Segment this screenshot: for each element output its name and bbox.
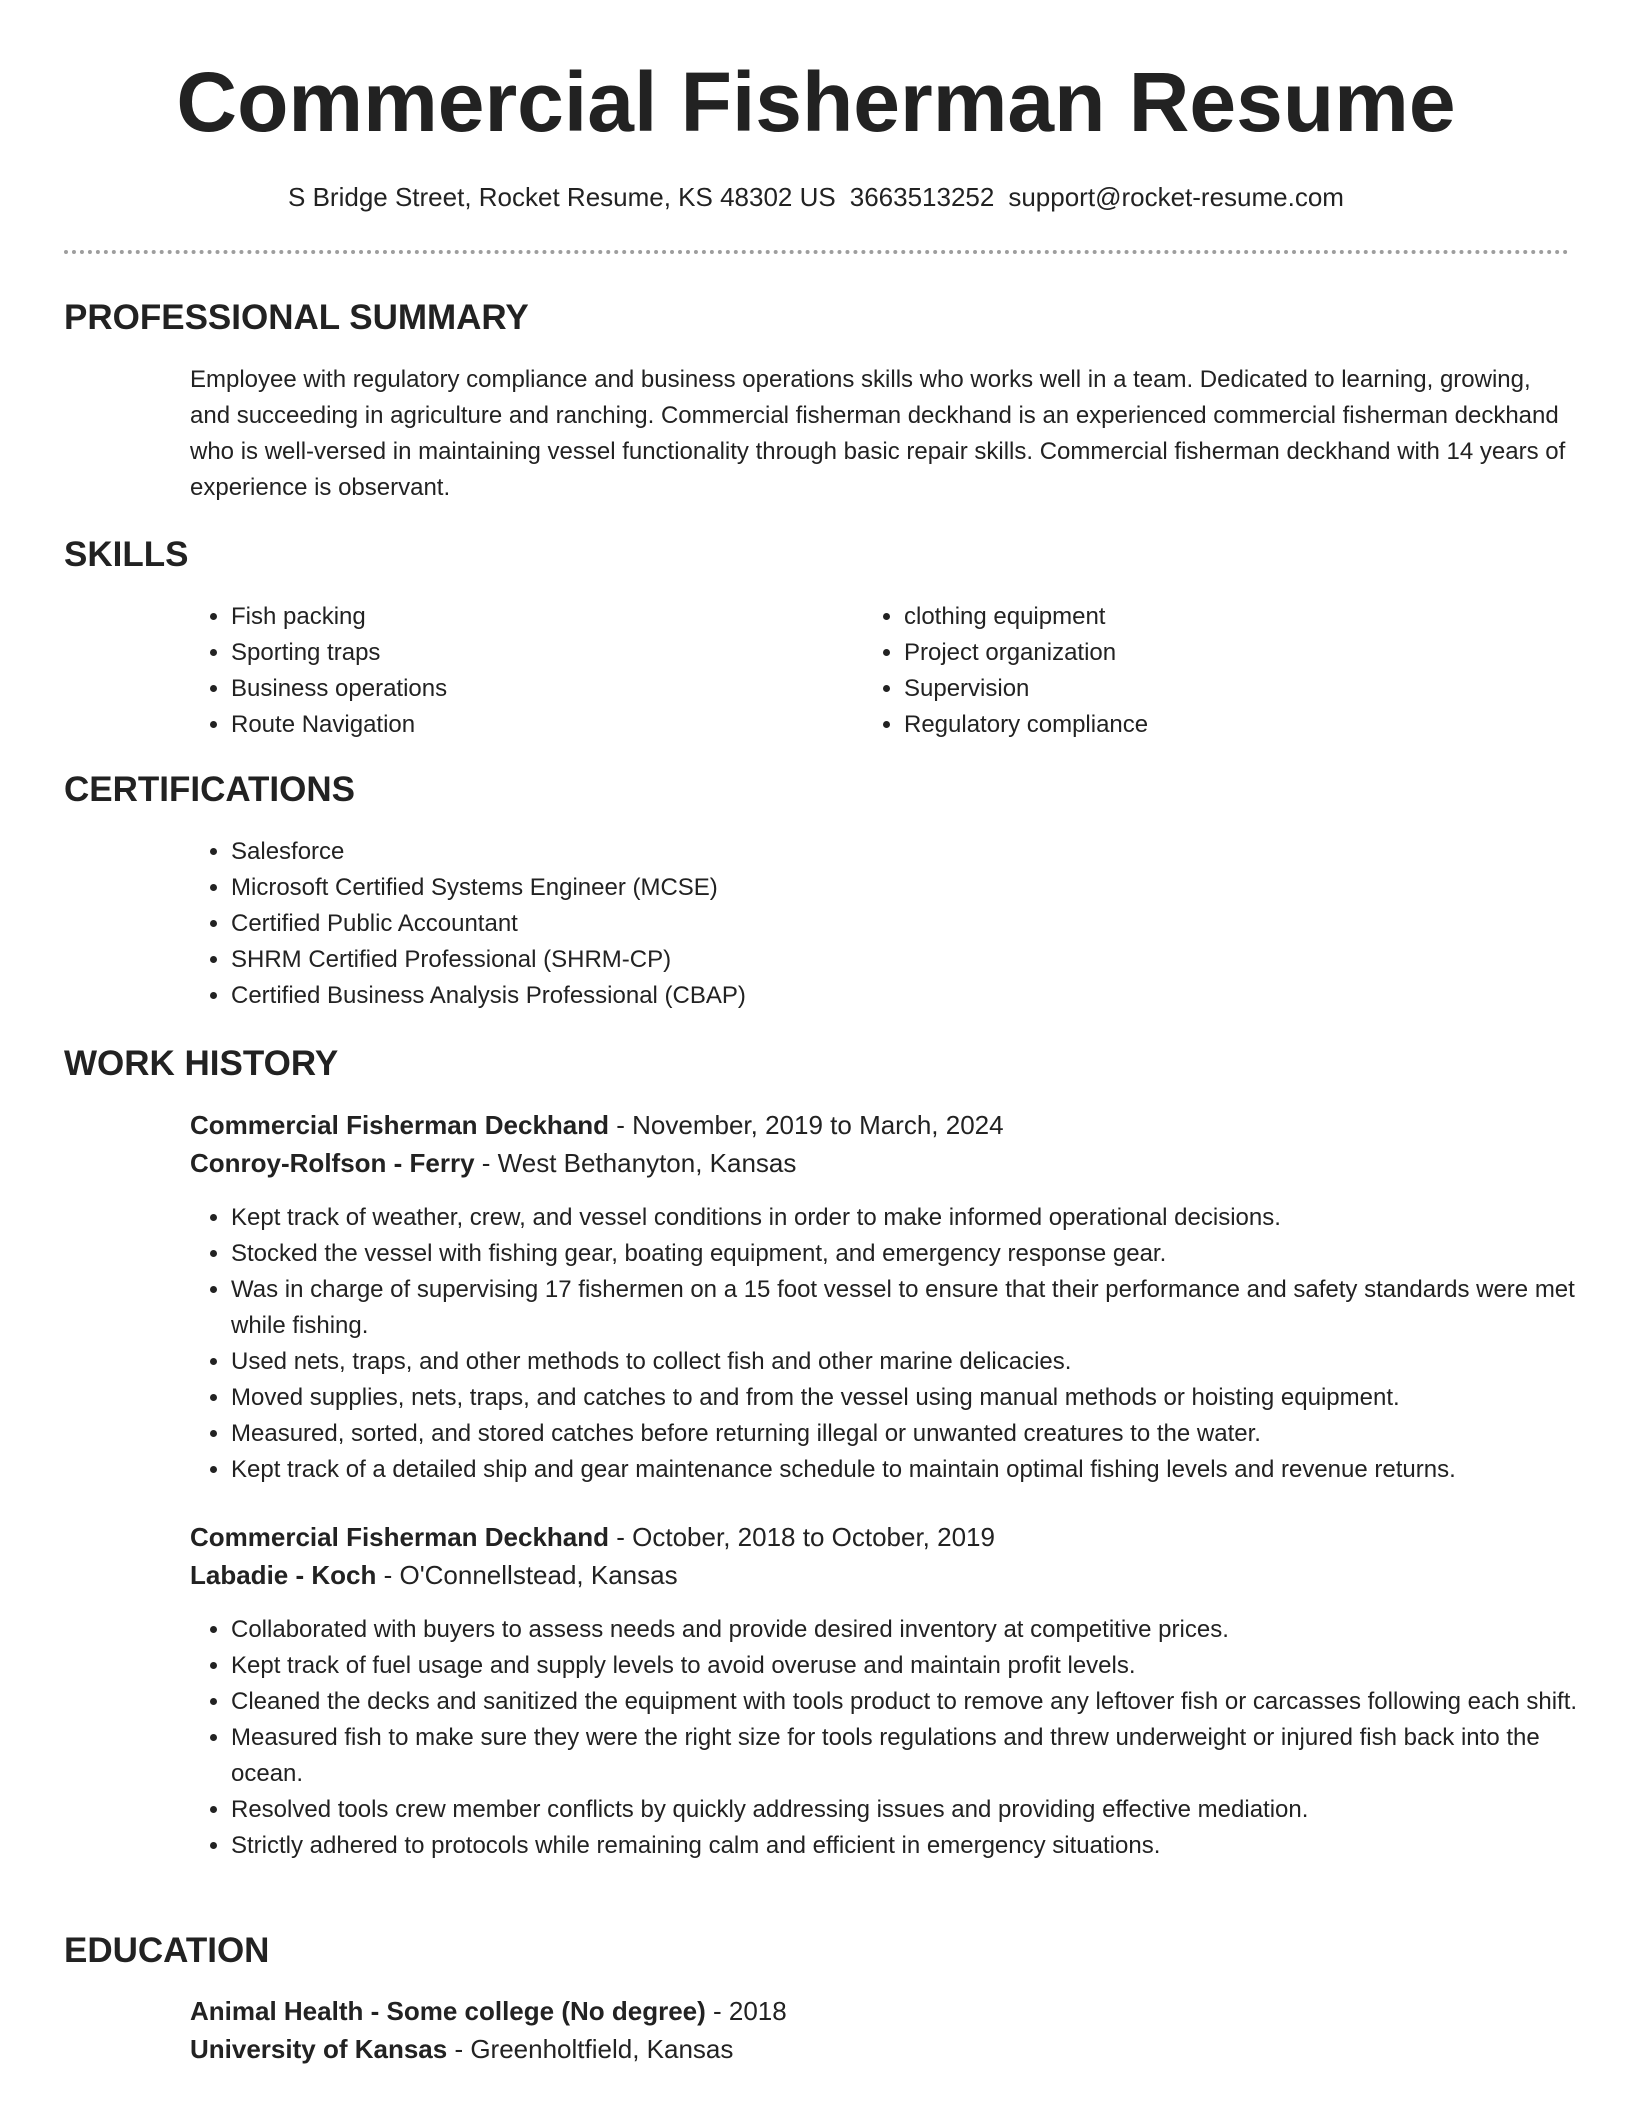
contact-email: support@rocket-resume.com xyxy=(1008,182,1344,212)
job-bullet: • Moved supplies, nets, traps, and catches to and from the vessel using manual methods or hoisting equipment. xyxy=(231,1380,1613,1416)
summary-heading: PROFESSIONAL SUMMARY xyxy=(64,298,529,337)
job-bullet: • Kept track of weather, crew, and vessel conditions in order to make informed operational decisions. xyxy=(231,1200,1613,1236)
certifications-heading: CERTIFICATIONS xyxy=(64,770,356,809)
certification-item: • SHRM Certified Professional (SHRM-CP) xyxy=(231,942,1431,978)
job-2-title-line xyxy=(190,1518,995,1556)
job-2-bullets xyxy=(188,1612,1613,1864)
skill-item: • Regulatory compliance xyxy=(904,707,1524,743)
certification-item: • Salesforce xyxy=(231,834,1431,870)
certification-item: • Microsoft Certified Systems Engineer (MCSE) xyxy=(231,870,1431,906)
job-bullet: • Kept track of a detailed ship and gear maintenance schedule to maintain optimal fishing levels and revenue returns. xyxy=(231,1452,1613,1488)
education-heading: EDUCATION xyxy=(64,1931,270,1970)
job-bullet: • Was in charge of supervising 17 fishermen on a 15 foot vessel to ensure that their performance and safety standards were met while fishing. xyxy=(231,1272,1613,1344)
education-degree: Animal Health - Some college (No degree) xyxy=(190,1996,706,2026)
contact-line xyxy=(0,182,1632,213)
header-divider xyxy=(64,250,1569,254)
job-1-title-line xyxy=(190,1106,1004,1144)
certification-item: • Certified Public Accountant xyxy=(231,906,1431,942)
job-bullet: • Stocked the vessel with fishing gear, boating equipment, and emergency response gear. xyxy=(231,1236,1613,1272)
education-year: - 2018 xyxy=(705,1996,787,2026)
certification-item: • Certified Business Analysis Professional (CBAP) xyxy=(231,978,1431,1014)
job-bullet: • Resolved tools crew member conflicts by quickly addressing issues and providing effective mediation. xyxy=(231,1792,1613,1828)
job-1-company-line xyxy=(190,1144,796,1182)
certifications-list xyxy=(188,834,1431,1014)
education-school-line xyxy=(190,2030,733,2068)
contact-phone: 3663513252 xyxy=(849,182,995,212)
skill-item: • Project organization xyxy=(904,635,1524,671)
job-dates: - October, 2018 to October, 2019 xyxy=(609,1522,995,1552)
work-history-heading: WORK HISTORY xyxy=(64,1044,339,1083)
contact-address: S Bridge Street, Rocket Resume, KS 48302 US xyxy=(288,182,836,212)
skill-item: • Supervision xyxy=(904,671,1524,707)
job-bullet: • Strictly adhered to protocols while remaining calm and efficient in emergency situations. xyxy=(231,1828,1613,1864)
skill-item: • Business operations xyxy=(231,671,851,707)
job-bullet: • Cleaned the decks and sanitized the equipment with tools product to remove any leftover fish or carcasses following each shift. xyxy=(231,1684,1613,1720)
education-degree-line xyxy=(190,1992,787,2030)
skill-item: • Sporting traps xyxy=(231,635,851,671)
job-company: Conroy-Rolfson - Ferry xyxy=(190,1148,475,1178)
skills-list-left xyxy=(188,599,851,743)
job-dates: - November, 2019 to March, 2024 xyxy=(609,1110,1004,1140)
job-location: - O'Connellstead, Kansas xyxy=(376,1560,678,1590)
skills-list-right xyxy=(861,599,1524,743)
job-bullet: • Kept track of fuel usage and supply levels to avoid overuse and maintain profit levels. xyxy=(231,1648,1613,1684)
skill-item: • Fish packing xyxy=(231,599,851,635)
job-bullet: • Used nets, traps, and other methods to collect fish and other marine delicacies. xyxy=(231,1344,1613,1380)
job-1-bullets xyxy=(188,1200,1613,1488)
job-bullet: • Collaborated with buyers to assess needs and provide desired inventory at competitive prices. xyxy=(231,1612,1613,1648)
job-bullet: • Measured fish to make sure they were the right size for tools regulations and threw underweight or injured fish back into the ocean. xyxy=(231,1720,1613,1792)
job-company: Labadie - Koch xyxy=(190,1560,377,1590)
skill-item: • Route Navigation xyxy=(231,707,851,743)
summary-text: Employee with regulatory compliance and business operations skills who works well in a team. Dedicated to learning, growing, and succeeding in agriculture and ranching. Commercial fisherman deckhand is an experienced commercial fisherman deckhand who is well-versed in maintaining vessel functionality through basic repair skills. Commercial fisherman deckhand with 14 years of experience is observant. xyxy=(190,366,1566,501)
job-title: Commercial Fisherman Deckhand xyxy=(190,1522,610,1552)
job-location: - West Bethanyton, Kansas xyxy=(474,1148,797,1178)
job-bullet: • Measured, sorted, and stored catches before returning illegal or unwanted creatures to the water. xyxy=(231,1416,1613,1452)
skills-heading: SKILLS xyxy=(64,535,189,574)
job-title: Commercial Fisherman Deckhand xyxy=(190,1110,610,1140)
job-2-company-line xyxy=(190,1556,678,1594)
skill-item: • clothing equipment xyxy=(904,599,1524,635)
education-school: University of Kansas xyxy=(190,2034,448,2064)
education-location: - Greenholtfield, Kansas xyxy=(447,2034,734,2064)
resume-title: Commercial Fisherman Resume xyxy=(176,55,1456,149)
